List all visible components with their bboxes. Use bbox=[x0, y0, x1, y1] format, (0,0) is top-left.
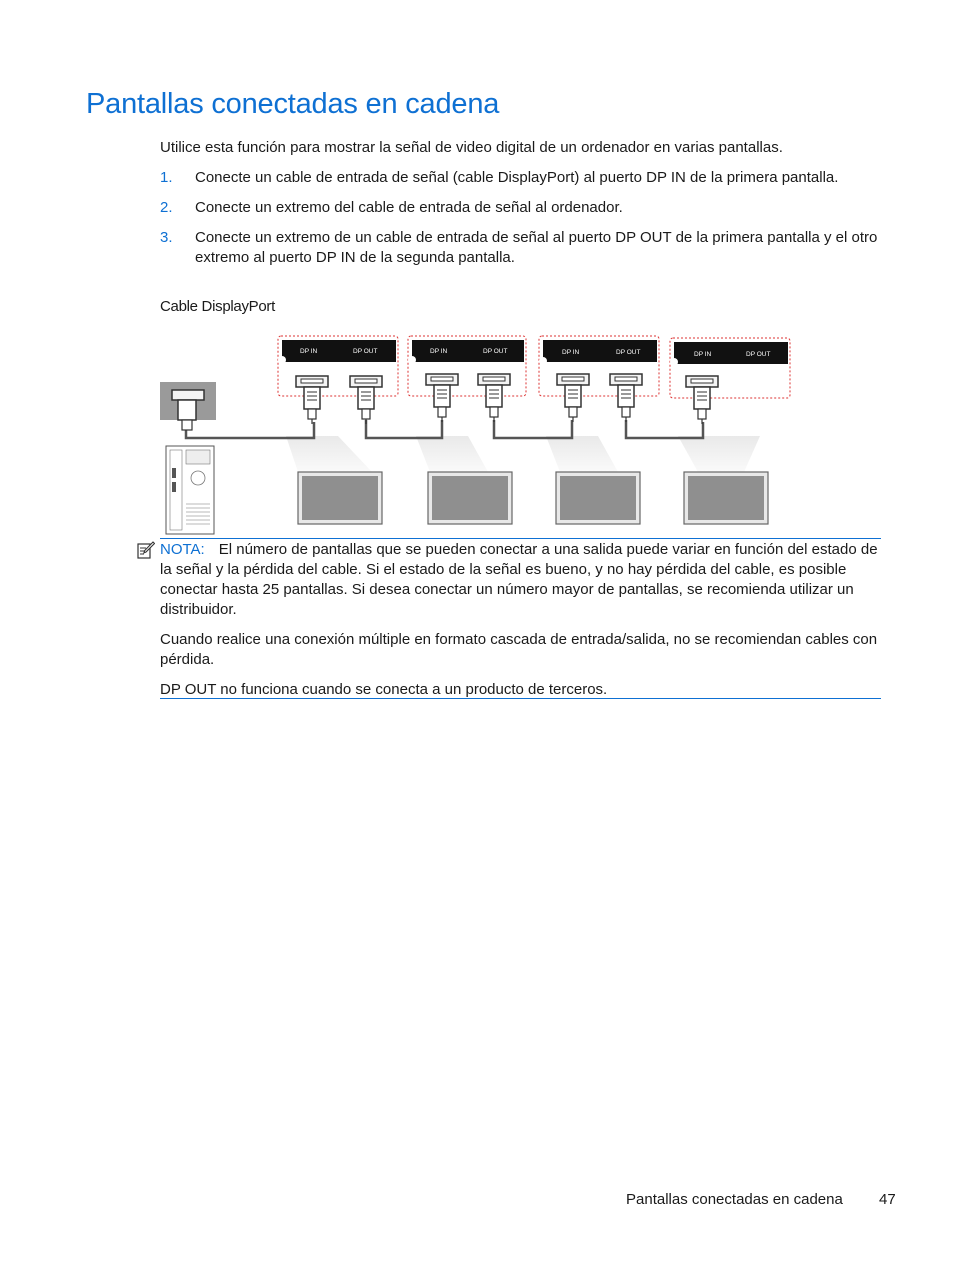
dp-in-label: DP IN bbox=[562, 349, 580, 356]
step-number: 3. bbox=[160, 229, 173, 246]
note-text: El número de pantallas que se pueden conectar a una salida puede variar en función del estado de la señal y la pérdida del cable. Si el estado de la señal es bueno, y no hay pérdida del cable, es posible conectar hasta 25 pantallas. Si desea conectar un número mayor de pantallas, se recomienda utilizar un distribuidor. bbox=[160, 541, 878, 618]
step-item bbox=[160, 198, 882, 218]
intro-paragraph: Utilice esta función para mostrar la señal de video digital de un ordenador en varias pantallas. bbox=[160, 139, 783, 156]
note-pencil-icon bbox=[137, 541, 155, 559]
note-block bbox=[160, 540, 882, 710]
step-text: Conecte un extremo del cable de entrada de señal al ordenador. bbox=[195, 199, 623, 216]
note-paragraph bbox=[160, 540, 882, 620]
footer-page-number: 47 bbox=[879, 1191, 896, 1208]
note-paragraph: DP OUT no funciona cuando se conecta a un producto de terceros. bbox=[160, 681, 608, 698]
note-paragraph: Cuando realice una conexión múltiple en formato cascada de entrada/salida, no se recomiendan cables con pérdida. bbox=[160, 631, 878, 668]
dp-in-label: DP IN bbox=[694, 351, 712, 358]
step-number: 2. bbox=[160, 199, 173, 216]
step-number: 1. bbox=[160, 169, 173, 186]
step-item bbox=[160, 228, 882, 268]
daisy-chain-diagram bbox=[158, 332, 798, 536]
note-label: NOTA: bbox=[160, 541, 205, 558]
steps-list bbox=[160, 168, 882, 278]
note-top-rule bbox=[160, 538, 881, 539]
dp-in-label: DP IN bbox=[430, 348, 448, 355]
step-item bbox=[160, 168, 882, 188]
dp-out-label: DP OUT bbox=[746, 351, 771, 358]
dp-out-label: DP OUT bbox=[616, 349, 641, 356]
step-text: Conecte un extremo de un cable de entrada de señal al puerto DP OUT de la primera pantalla y el otro extremo al puerto DP IN de la segunda pantalla. bbox=[195, 229, 878, 266]
note-bottom-rule bbox=[160, 698, 881, 699]
page-title: Pantallas conectadas en cadena bbox=[86, 88, 500, 120]
footer-section-title: Pantallas conectadas en cadena bbox=[626, 1191, 843, 1208]
step-text: Conecte un cable de entrada de señal (cable DisplayPort) al puerto DP IN de la primera pantalla. bbox=[195, 169, 839, 186]
dp-in-label: DP IN bbox=[300, 348, 318, 355]
dp-out-label: DP OUT bbox=[483, 348, 508, 355]
figure-caption: Cable DisplayPort bbox=[160, 298, 275, 315]
dp-out-label: DP OUT bbox=[353, 348, 378, 355]
